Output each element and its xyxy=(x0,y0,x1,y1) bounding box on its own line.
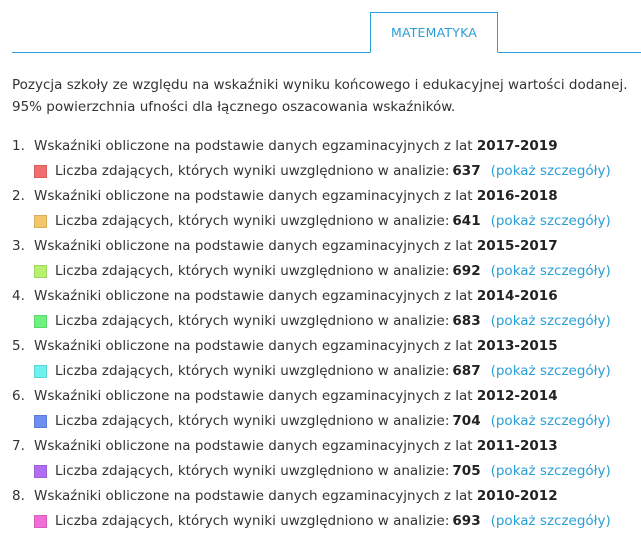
period-heading xyxy=(12,336,558,356)
tab-matematyka[interactable] xyxy=(370,12,498,53)
period-count-row xyxy=(34,361,611,381)
count-label: Liczba zdających, których wyniki uwzględniono w analizie: xyxy=(55,513,450,529)
period-years: 2013-2015 xyxy=(476,338,558,354)
count-label: Liczba zdających, których wyniki uwzględniono w analizie: xyxy=(55,263,450,279)
period-text: Wskaźniki obliczone na podstawie danych egzaminacyjnych z lat xyxy=(34,238,473,254)
count-label: Liczba zdających, których wyniki uwzględniono w analizie: xyxy=(55,413,450,429)
count-label: Liczba zdających, których wyniki uwzględniono w analizie: xyxy=(55,163,450,179)
list-item xyxy=(12,433,637,483)
tab-bar-divider xyxy=(12,52,641,53)
student-count: 692 xyxy=(452,263,481,279)
series-color-swatch xyxy=(34,465,47,478)
list-item xyxy=(12,233,637,283)
series-color-swatch xyxy=(34,215,47,228)
period-count-row xyxy=(34,511,611,531)
item-number: 7. xyxy=(12,438,25,454)
intro-line-2: 95% powierzchnia ufności dla łącznego oszacowania wskaźników. xyxy=(12,99,456,115)
item-number: 8. xyxy=(12,488,25,504)
period-count-row xyxy=(34,211,611,231)
period-years: 2012-2014 xyxy=(476,388,558,404)
list-item xyxy=(12,383,637,433)
item-number: 3. xyxy=(12,238,25,254)
period-count-row xyxy=(34,411,611,431)
period-heading xyxy=(12,236,558,256)
period-text: Wskaźniki obliczone na podstawie danych egzaminacyjnych z lat xyxy=(34,438,473,454)
show-details-link[interactable]: (pokaż szczegóły) xyxy=(490,413,611,429)
show-details-link[interactable]: (pokaż szczegóły) xyxy=(490,363,611,379)
show-details-link[interactable]: (pokaż szczegóły) xyxy=(490,213,611,229)
count-label: Liczba zdających, których wyniki uwzględniono w analizie: xyxy=(55,463,450,479)
student-count: 641 xyxy=(452,213,481,229)
period-years: 2016-2018 xyxy=(476,188,558,204)
indicator-period-list xyxy=(12,133,637,533)
series-color-swatch xyxy=(34,265,47,278)
period-text: Wskaźniki obliczone na podstawie danych egzaminacyjnych z lat xyxy=(34,488,473,504)
tab-matematyka-label: MATEMATYKA xyxy=(390,25,478,40)
item-number: 6. xyxy=(12,388,25,404)
item-number: 2. xyxy=(12,188,25,204)
period-years: 2017-2019 xyxy=(476,138,558,154)
period-text: Wskaźniki obliczone na podstawie danych egzaminacyjnych z lat xyxy=(34,138,473,154)
show-details-link[interactable]: (pokaż szczegóły) xyxy=(490,513,611,529)
subject-tab-bar xyxy=(12,0,641,54)
student-count: 704 xyxy=(452,413,481,429)
count-label: Liczba zdających, których wyniki uwzględniono w analizie: xyxy=(55,313,450,329)
show-details-link[interactable]: (pokaż szczegóły) xyxy=(490,313,611,329)
period-heading xyxy=(12,436,558,456)
period-heading xyxy=(12,186,558,206)
period-text: Wskaźniki obliczone na podstawie danych egzaminacyjnych z lat xyxy=(34,188,473,204)
series-color-swatch xyxy=(34,365,47,378)
period-heading xyxy=(12,136,558,156)
student-count: 637 xyxy=(452,163,481,179)
period-years: 2010-2012 xyxy=(476,488,558,504)
series-color-swatch xyxy=(34,165,47,178)
item-number: 4. xyxy=(12,288,25,304)
period-heading xyxy=(12,286,558,306)
period-text: Wskaźniki obliczone na podstawie danych egzaminacyjnych z lat xyxy=(34,288,473,304)
period-heading xyxy=(12,486,558,506)
period-heading xyxy=(12,386,558,406)
student-count: 693 xyxy=(452,513,481,529)
period-years: 2011-2013 xyxy=(476,438,558,454)
intro-text xyxy=(12,74,632,118)
student-count: 683 xyxy=(452,313,481,329)
student-count: 687 xyxy=(452,363,481,379)
list-item xyxy=(12,183,637,233)
series-color-swatch xyxy=(34,315,47,328)
period-text: Wskaźniki obliczone na podstawie danych egzaminacyjnych z lat xyxy=(34,338,473,354)
item-number: 5. xyxy=(12,338,25,354)
item-number: 1. xyxy=(12,138,25,154)
list-item xyxy=(12,283,637,333)
show-details-link[interactable]: (pokaż szczegóły) xyxy=(490,163,611,179)
intro-line-1: Pozycja szkoły ze względu na wskaźniki wyniku końcowego i edukacyjnej wartości dodanej. xyxy=(12,77,628,93)
list-item xyxy=(12,483,637,533)
series-color-swatch xyxy=(34,415,47,428)
student-count: 705 xyxy=(452,463,481,479)
show-details-link[interactable]: (pokaż szczegóły) xyxy=(490,463,611,479)
show-details-link[interactable]: (pokaż szczegóły) xyxy=(490,263,611,279)
count-label: Liczba zdających, których wyniki uwzględniono w analizie: xyxy=(55,363,450,379)
period-years: 2014-2016 xyxy=(476,288,558,304)
count-label: Liczba zdających, których wyniki uwzględniono w analizie: xyxy=(55,213,450,229)
period-years: 2015-2017 xyxy=(476,238,558,254)
period-count-row xyxy=(34,161,611,181)
series-color-swatch xyxy=(34,515,47,528)
period-text: Wskaźniki obliczone na podstawie danych egzaminacyjnych z lat xyxy=(34,388,473,404)
list-item xyxy=(12,133,637,183)
period-count-row xyxy=(34,311,611,331)
period-count-row xyxy=(34,461,611,481)
period-count-row xyxy=(34,261,611,281)
list-item xyxy=(12,333,637,383)
